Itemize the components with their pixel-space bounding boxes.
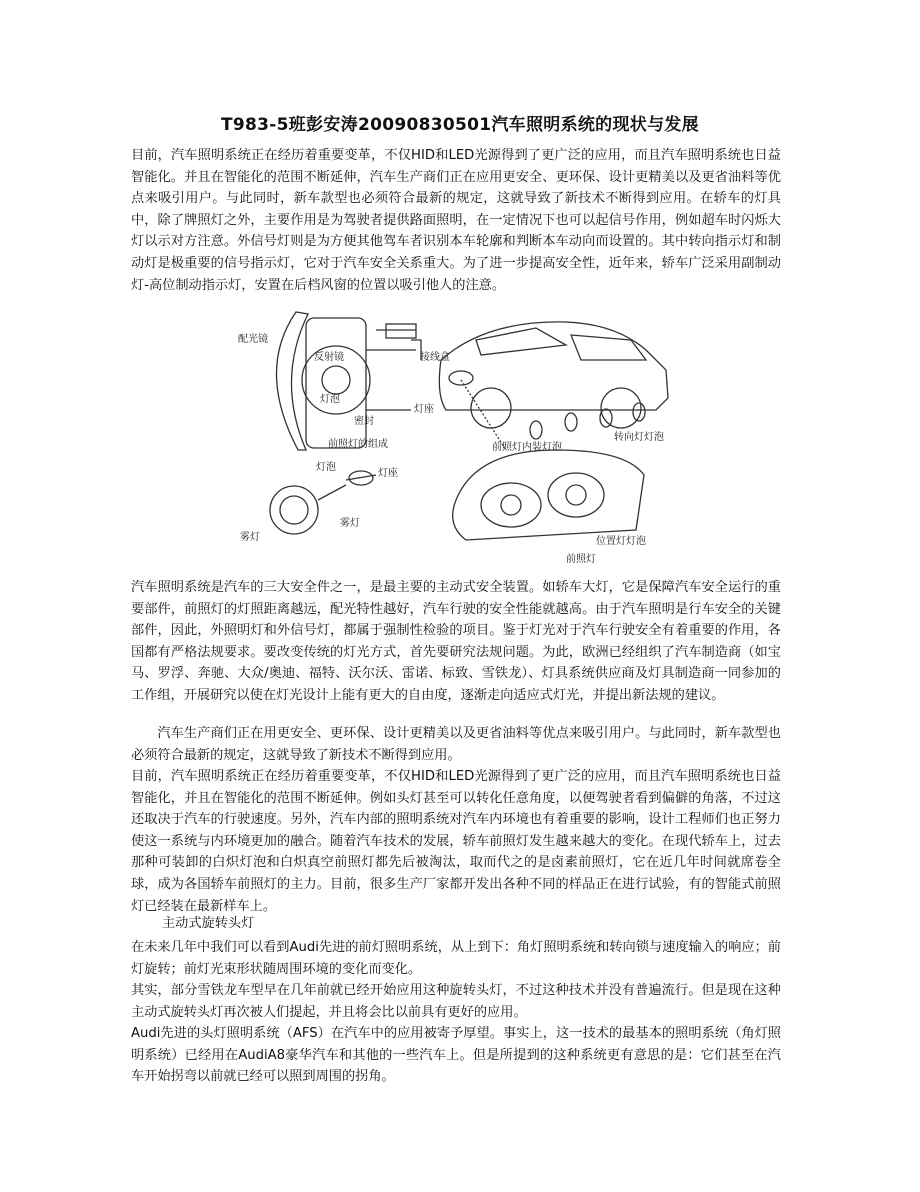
car-body: [439, 322, 668, 410]
paragraph-intro: 目前，汽车照明系统正在经历着重要变革，不仅HID和LED光源得到了更广泛的应用，而且汽车照明系统也日益智能化。并且在智能化的范围不断延伸，汽车生产商们正在应用更安全、更环保、设计更精美以及更省油料等优点来吸引用户。与此同时，新车款型也必须符合最新的规定，这就导致了新技术不断得到应用。在轿车的灯具中，除了牌照灯之外，主要作用是为驾驶者提供路面照明，在一定情况下也可以起信号作用，例如超车时闪烁大灯以示对方注意。外信号灯则是为方便其他驾车者识别本车轮廓和判断本车动向而设置的。其中转向指示灯和制动灯是极重要的信号指示灯，它对于汽车安全关系重大。为了进一步提高安全性，近年来，轿车广泛采用副制动灯-高位制动指示灯，安置在后档风窗的位置以吸引他人的注意。: [131, 148, 781, 293]
paragraph-current-status: 目前，汽车照明系统正在经历着重要变革，不仅HID和LED光源得到了更广泛的应用，而且汽车照明系统也日益智能化，并且在智能化的范围不断延伸。例如头灯甚至可以转化任意角度，以便驾驶者看到偏僻的角落，不过这还取决于汽车的行驶速度。另外，汽车内部的照明系统对汽车内环境也有着重要的影响，设计工程师们也正努力使这一系统与内环境更加的融合。随着汽车技术的发展，轿车前照灯发生越来越大的变化。在现代轿车上，过去那种可装卸的白炽灯泡和白炽真空前照灯都先后被淘汰，取而代之的是卤素前照灯，它在近几年时间就席卷全球，成为各国轿车前照灯的主力。目前，很多生产厂家都开发出各种不同的样品正在进行试验，有的智能式前照灯已经装在最新样车上。: [131, 769, 781, 914]
car-wheel-rear: [601, 388, 641, 428]
paragraph-audi-afs: Audi先进的头灯照明系统（AFS）在汽车中的应用被寄予厚望。事实上，这一技术的最基本的照明系统（角灯照明系统）已经用在AudiA8豪华汽车和其他的一些汽车上。但是所提到的这种系统更有意思的是：它们甚至在汽车开始拐弯以前就已经可以照到周围的拐角。: [131, 1026, 781, 1085]
label-headlamp: 前照灯: [566, 554, 596, 565]
label-connector-box: 接线盒: [420, 352, 450, 363]
label-bulb2: 灯泡: [316, 462, 336, 473]
bulb-icon-2: [565, 413, 577, 431]
label-bulb: 灯泡: [320, 394, 340, 405]
headlamp-diagram-figure: [236, 300, 684, 568]
label-socket2: 灯座: [378, 468, 398, 479]
label-headlamp-bulbs: 前照灯内装灯泡: [492, 442, 562, 453]
headlamp-diagram: [236, 300, 684, 568]
car-wheel-front: [471, 388, 511, 428]
label-fog-lamp: 雾灯: [340, 518, 360, 529]
page-title: T983-5班彭安涛20090830501汽车照明系统的现状与发展: [221, 115, 699, 135]
label-gasket: 密封: [354, 416, 374, 427]
subheading-active-headlamp: 主动式旋转头灯: [162, 916, 255, 931]
label-lamp-socket: 灯座: [414, 404, 434, 415]
paragraph-safety: 汽车照明系统是汽车的三大安全件之一，是最主要的主动式安全装置。如轿车大灯，它是保障汽车安全运行的重要部件，前照灯的灯照距离越远，配光特性越好，汽车行驶的安全性能就越高。由于汽车照明是行车安全的关键部件，因此，外照明灯和外信号灯，都属于强制性检验的项目。鉴于灯光对于汽车行驶安全有着重要的作用，各国都有严格法规要求。要改变传统的灯光方式，首先要研究法规问题。为此，欧洲已经组织了汽车制造商（如宝马、罗浮、奔驰、大众/奥迪、福特、沃尔沃、雷诺、标致、雪铁龙）、灯具系统供应商及灯具制造商一同参加的工作组，开展研究以使在灯光设计上能有更大的自由度，逐渐走向适应式灯光，并提出新法规的建议。: [131, 580, 781, 703]
bulb-icon-1: [530, 421, 542, 439]
label-turn-signal-bulb: 转向灯灯泡: [614, 432, 664, 443]
paragraph-citroen: 其实，部分雪铁龙车型早在几年前就已经开始应用这种旋转头灯，不过这种技术并没有普遍流行。但是现在这种主动式旋转头灯再次被人们提起，并且将会比以前具有更好的应用。: [131, 983, 781, 1020]
paragraph-audi-future: 在未来几年中我们可以看到Audi先进的前灯照明系统，从上到下：角灯照明系统和转向锁与速度输入的响应；前灯旋转；前灯光束形状随周围环境的变化而变化。: [131, 940, 781, 977]
bulb-icon-4: [633, 403, 645, 421]
headlamp-housing: [306, 318, 366, 448]
label-reflector: 反射镜: [314, 352, 344, 363]
paragraph-manufacturers: 汽车生产商们正在用更安全、更环保、设计更精美以及更省油料等优点来吸引用户。与此同时，新车款型也必须符合最新的规定，这就导致了新技术不断得到应用。: [131, 726, 781, 763]
headlamp-lens-outline: [276, 312, 308, 450]
label-lens: 配光镜: [238, 334, 268, 345]
label-fog-lamp-outer: 雾灯: [240, 532, 260, 543]
connector-plug: [386, 324, 416, 338]
label-headlamp-parts: 前照灯的组成: [328, 439, 388, 450]
bulb-icon-3: [600, 409, 612, 427]
label-position-lamp-bulb: 位置灯灯泡: [596, 536, 646, 547]
fog-lamp-shape: [270, 486, 318, 534]
